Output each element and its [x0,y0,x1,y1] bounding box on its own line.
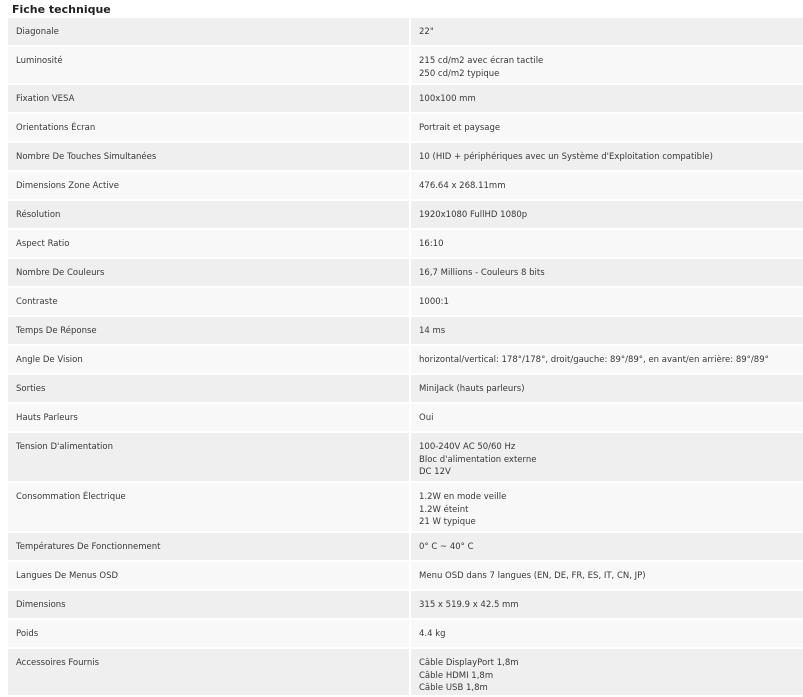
spec-value-line: 1.2W éteint [419,504,469,515]
spec-value [409,230,803,259]
spec-value-line: 1.2W en mode veille [419,492,507,502]
spec-label: Nombre De Couleurs [8,259,409,288]
spec-row [8,346,803,375]
spec-label: Résolution [8,201,409,230]
spec-row [8,230,803,259]
spec-value [409,114,803,143]
spec-value-line: 1000:1 [419,297,449,307]
spec-value [409,649,803,697]
spec-value [409,562,803,591]
spec-value [409,259,803,288]
spec-row [8,533,803,562]
spec-value [409,620,803,649]
spec-value [409,85,803,114]
spec-value [409,47,803,85]
spec-row [8,85,803,114]
spec-value [409,317,803,346]
spec-label: Nombre De Touches Simultanées [8,143,409,172]
spec-row [8,649,803,697]
spec-row [8,483,803,533]
spec-row [8,433,803,483]
spec-label: Dimensions Zone Active [8,172,409,201]
spec-value [409,433,803,483]
spec-value [409,404,803,433]
spec-row [8,201,803,230]
spec-value [409,201,803,230]
spec-value [409,533,803,562]
spec-label: Angle De Vision [8,346,409,375]
spec-value-line: Bloc d'alimentation externe [419,454,537,465]
spec-row [8,18,803,47]
spec-label: Fixation VESA [8,85,409,114]
spec-label: Contraste [8,288,409,317]
spec-label: Orientations Écran [8,114,409,143]
spec-value-line: Câble HDMI 1,8m [419,670,494,681]
section-title: Fiche technique [12,3,111,16]
spec-label: Sorties [8,375,409,404]
spec-label: Dimensions [8,591,409,620]
spec-value-line: 16,7 Millions - Couleurs 8 bits [419,268,545,278]
spec-value-line: horizontal/vertical: 178°/178°, droit/gauche: 89°/89°, en avant/en arrière: 89°/89° [419,355,769,365]
spec-row [8,620,803,649]
spec-label: Tension D'alimentation [8,433,409,483]
spec-value-line: 100-240V AC 50/60 Hz [419,442,516,452]
spec-row [8,562,803,591]
spec-value-line: 21 W typique [419,517,476,528]
spec-value-line: 250 cd/m2 typique [419,68,500,79]
spec-row [8,114,803,143]
spec-label: Luminosité [8,47,409,85]
spec-row [8,172,803,201]
spec-label: Diagonale [8,18,409,47]
spec-value-line: 4.4 kg [419,629,446,639]
spec-value-line: 1920x1080 FullHD 1080p [419,210,528,220]
spec-value-line: 100x100 mm [419,94,476,104]
spec-value [409,143,803,172]
spec-value-line: 215 cd/m2 avec écran tactile [419,56,544,66]
spec-value-line: 22" [419,27,434,37]
spec-row [8,404,803,433]
spec-value [409,346,803,375]
spec-value-line: 315 x 519.9 x 42.5 mm [419,600,519,610]
spec-value [409,483,803,533]
spec-row [8,317,803,346]
spec-row [8,143,803,172]
spec-row [8,288,803,317]
spec-row [8,375,803,404]
spec-label: Températures De Fonctionnement [8,533,409,562]
spec-value-line: 0° C ~ 40° C [419,542,474,552]
spec-value-line: MiniJack (hauts parleurs) [419,384,525,394]
spec-value [409,591,803,620]
spec-label: Poids [8,620,409,649]
spec-value [409,172,803,201]
spec-row [8,259,803,288]
spec-value-line: 14 ms [419,326,446,336]
spec-value-line: Câble USB 1,8m [419,683,488,694]
spec-value [409,375,803,404]
spec-value-line: Oui [419,413,434,423]
spec-row [8,47,803,85]
spec-value-line: 10 (HID + périphériques avec un Système d'Exploitation compatible) [419,152,713,162]
spec-value-line: DC 12V [419,467,451,478]
spec-label: Accessoires Fournis [8,649,409,697]
spec-value-line: Menu OSD dans 7 langues (EN, DE, FR, ES, IT, CN, JP) [419,571,646,581]
spec-label: Langues De Menus OSD [8,562,409,591]
spec-label: Temps De Réponse [8,317,409,346]
spec-value [409,18,803,47]
spec-value-line: 16:10 [419,239,444,249]
spec-label: Consommation Électrique [8,483,409,533]
spec-table-body [8,18,803,697]
spec-row [8,591,803,620]
spec-value-line: 476.64 x 268.11mm [419,181,506,191]
spec-table [8,18,803,697]
spec-label: Aspect Ratio [8,230,409,259]
spec-value-line: Câble DisplayPort 1,8m [419,658,519,668]
spec-value [409,288,803,317]
spec-value-line: Portrait et paysage [419,123,501,133]
spec-label: Hauts Parleurs [8,404,409,433]
